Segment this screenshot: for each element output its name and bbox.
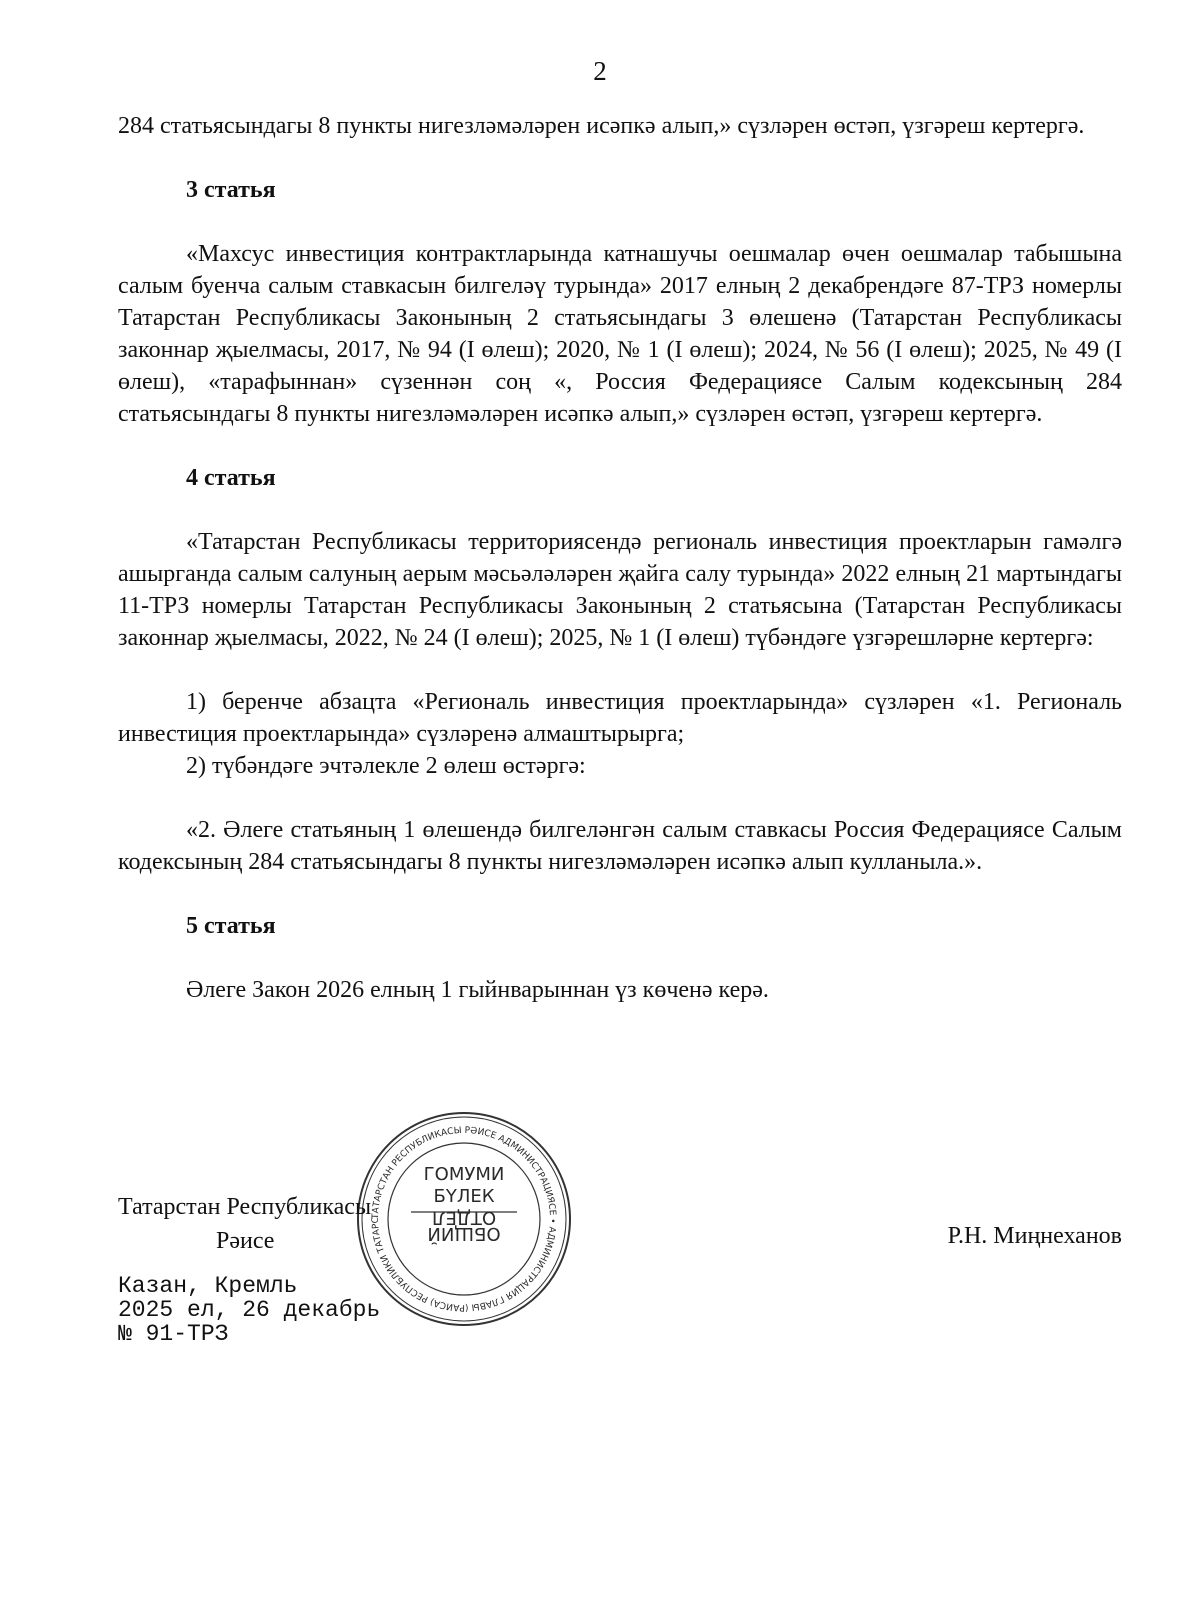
- paragraph-gap: [118, 878, 1122, 910]
- stamp-ring-text: ТАТАРСТАН РЕСПУБЛИКАСЫ РӘИСЕ АДМИНИСТРАЦИЯСЕ • АДМИНИСТРАЦИЯ ГЛАВЫ (РАИСА) РЕСПУБЛИКИ ТАТАРС: [370, 1125, 558, 1313]
- paragraph-gap: [118, 782, 1122, 814]
- document-body: [118, 110, 1122, 1006]
- stamp-graphic: [353, 1108, 575, 1330]
- paragraph: 284 статьясындагы 8 пункты нигезләмәләрен исәпкә алып,» сүзләрен өстәп, үзгәреш кертергә.: [118, 113, 1085, 139]
- paragraph-gap: [118, 494, 1122, 526]
- paragraph: «Махсус инвестиция контрактларында катнашучы оешмалар өчен оешмалар табышына салым буенча салым ставкасын билгеләү турында» 2017 елның 2 декабрендәге 87-ТРЗ номерлы Татарстан Республикасы Законының 2 статьясындагы 3 өлешенә (Татарстан Республикасы законнар җыелмасы, 2017, № 94 (I өлеш); 2020, № 1 (I өлеш); 2024, № 56 (I өлеш); 2025, № 49 (I өлеш), «тарафыннан» сүзеннән соң «, Россия Федерациясе Салым кодексының 284 статьясындагы 8 пункты нигезләмәләрен исәпкә алып,» сүзләрен өстәп, үзгәреш кертергә.: [118, 241, 1122, 427]
- paragraph: 2) түбәндәге эчтәлекле 2 өлеш өстәргә:: [186, 753, 586, 779]
- article-heading: 3 статья: [186, 177, 276, 203]
- stamp-line-2: БҮЛЕК: [433, 1186, 495, 1207]
- signatory-title-line-2: Рәисе: [216, 1228, 275, 1254]
- signatory-name: Р.Н. Миңнеханов: [947, 1223, 1122, 1249]
- paragraph-gap: [118, 942, 1122, 974]
- paragraph-gap: [118, 654, 1122, 686]
- registration-place: Казан, Кремль: [118, 1273, 298, 1299]
- stamp-line-3: ОТДЕЛ: [431, 1207, 497, 1228]
- signature-block: [118, 1190, 371, 1258]
- paragraph-gap: [118, 430, 1122, 462]
- official-stamp: [353, 1108, 575, 1330]
- stamp-line-4: ОБЩИЙ: [427, 1223, 501, 1244]
- registration-block: [118, 1274, 380, 1346]
- paragraph-gap: [118, 142, 1122, 174]
- article-heading: 4 статья: [186, 465, 276, 491]
- registration-date: 2025 ел, 26 декабрь: [118, 1297, 381, 1323]
- page-number: 2: [593, 56, 607, 86]
- paragraph: «2. Әлеге статьяның 1 өлешендә билгеләнгән салым ставкасы Россия Федерациясе Салым кодексының 284 статьясындагы 8 пункты нигезләмәләрен исәпкә алып кулланыла.».: [118, 817, 1122, 875]
- article-heading: 5 статья: [186, 913, 276, 939]
- signatory-title-line-1: Татарстан Республикасы: [118, 1194, 372, 1220]
- paragraph-gap: [118, 206, 1122, 238]
- paragraph: Әлеге Закон 2026 елның 1 гыйнварыннан үз көченә керә.: [186, 977, 769, 1003]
- paragraph: 1) беренче абзацта «Региональ инвестиция проектларында» сүзләрен «1. Региональ инвестиция проектларында» сүзләренә алмаштырырга;: [118, 689, 1122, 747]
- stamp-line-1: ГОМУМИ: [423, 1164, 505, 1185]
- paragraph: «Татарстан Республикасы территориясендә региональ инвестиция проектларын гамәлгә ашырганда салым салуның аерым мәсьәләләрен җайга салу турында» 2022 елның 21 мартындагы 11-ТРЗ номерлы Татарстан Республикасы Законының 2 статьясына (Татарстан Республикасы законнар җыелмасы, 2022, № 24 (I өлеш); 2025, № 1 (I өлеш) түбәндәге үзгәрешләрне кертергә:: [118, 529, 1122, 651]
- registration-number: № 91-ТРЗ: [118, 1321, 229, 1347]
